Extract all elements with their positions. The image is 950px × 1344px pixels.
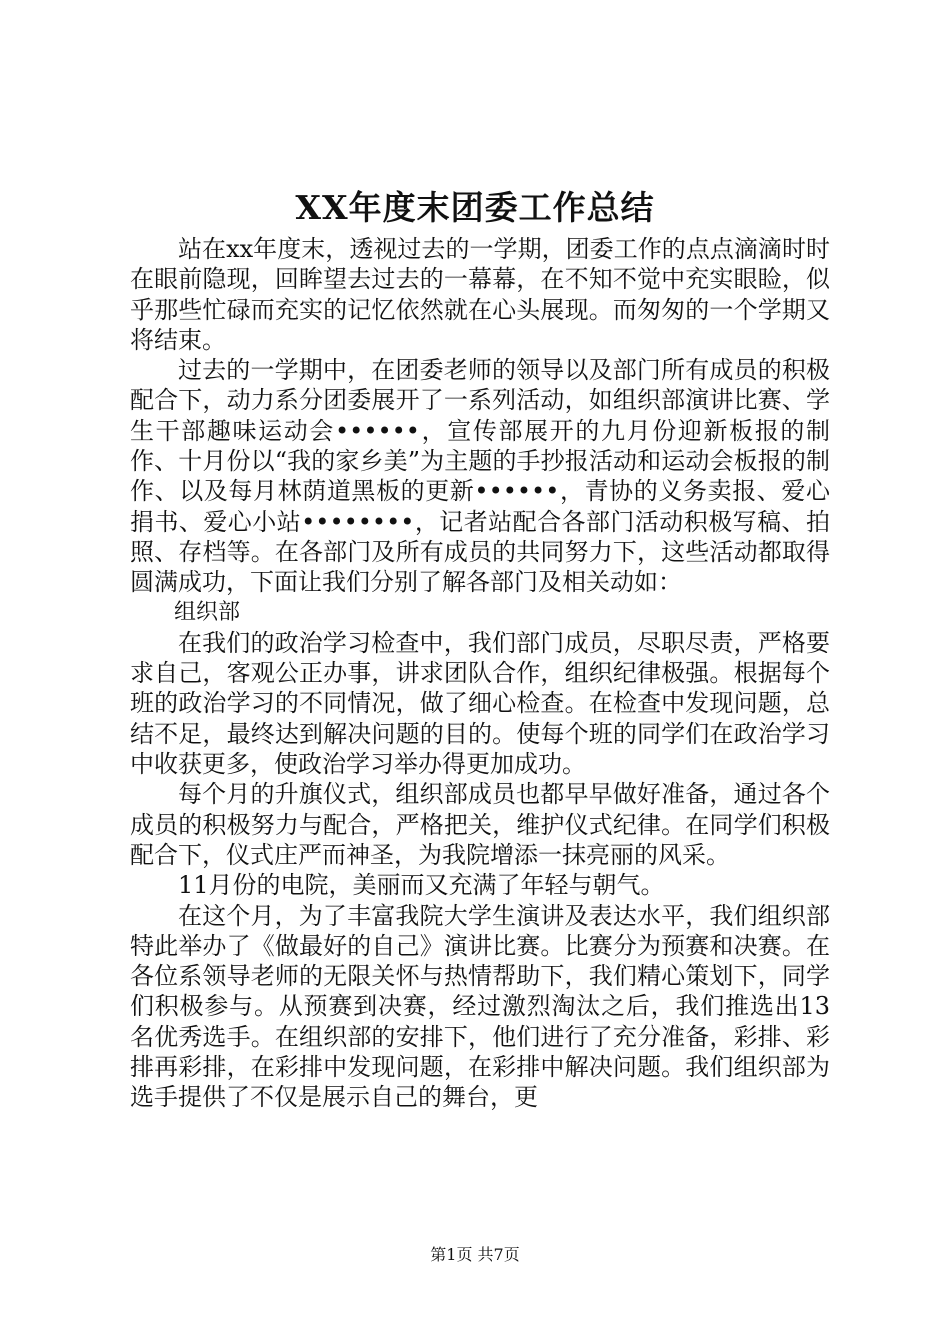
overview-paragraph: 过去的一学期中，在团委老师的领导以及部门所有成员的积极配合下，动力系分团委展开了一系列活动，如组织部演讲比赛、学生干部趣味运动会••••••，宣传部展开的九月份迎新板报的制作、十月份以“我的家乡美”为主题的手抄报活动和运动会板报的制作、以及每月林荫道黑板的更新••••••，青协的义务卖报、爱心捐书、爱心小站••••••••，记者站配合各部门活动积极写稿、拍照、存档等。在各部门及所有成员的共同努力下，这些活动都取得圆满成功，下面让我们分别了解各部门及相关动如：: [130, 356, 830, 597]
section-paragraph: 在这个月，为了丰富我院大学生演讲及表达水平，我们组织部特此举办了《做最好的自己》演讲比赛。比赛分为预赛和决赛。在各位系领导老师的无限关怀与热情帮助下，我们精心策划下，同学们积极参与。从预赛到决赛，经过激烈淘汰之后，我们推选出13名优秀选手。在组织部的安排下，他们进行了充分准备，彩排、彩排再彩排，在彩排中发现问题，在彩排中解决问题。我们组织部为选手提供了不仅是展示自己的舞台，更: [130, 901, 830, 1112]
section-paragraph: 在我们的政治学习检查中，我们部门成员，尽职尽责，严格要求自己，客观公正办事，讲求团队合作，组织纪律极强。根据每个班的政治学习的不同情况，做了细心检查。在检查中发现问题，总结不足，最终达到解决问题的目的。使每个班的同学们在政治学习中收获更多，使政治学习举办得更加成功。: [130, 628, 830, 779]
document-body: [130, 234, 830, 1113]
document-title: XX年度末团委工作总结: [295, 188, 655, 227]
section-heading: 组织部: [174, 599, 241, 625]
section-paragraph: 11月份的电院，美丽而又充满了年轻与朝气。: [178, 871, 665, 900]
intro-paragraph: 站在xx年度末，透视过去的一学期，团委工作的点点滴滴时时在眼前隐现，回眸望去过去的一幕幕，在不知不觉中充实眼睑，似乎那些忙碌而充实的记忆依然就在心头展现。而匆匆的一个学期又将结束。: [130, 235, 830, 354]
section-paragraph: 每个月的升旗仪式，组织部成员也都早早做好准备，通过各个成员的积极努力与配合，严格把关，维护仪式纪律。在同学们积极配合下，仪式庄严而神圣，为我院增添一抹亮丽的风采。: [130, 780, 830, 869]
page-number: 第1页 共7页: [430, 1245, 520, 1264]
